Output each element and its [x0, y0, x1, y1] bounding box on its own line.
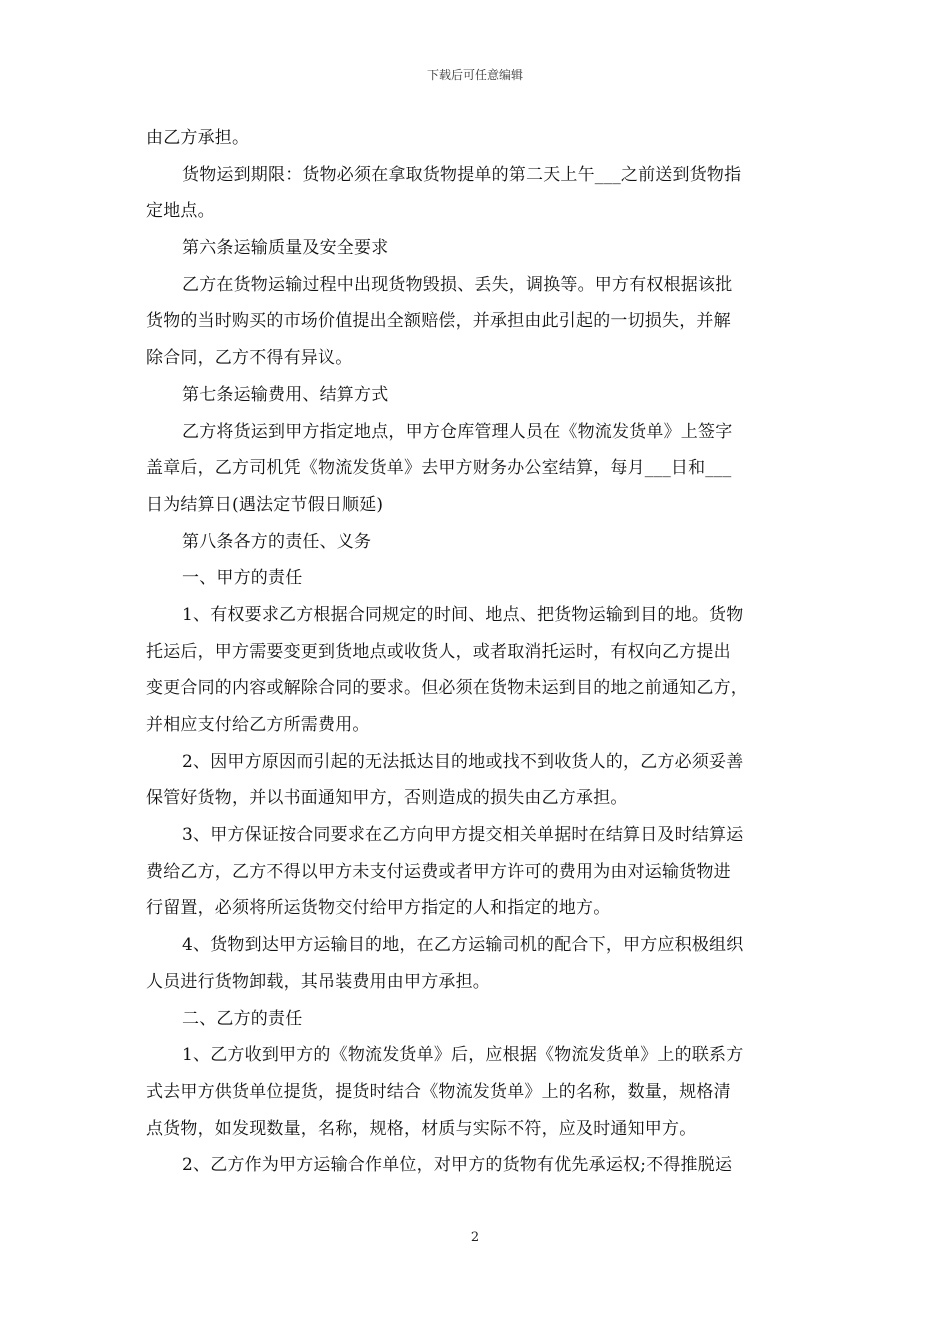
text-line: 由乙方承担。: [146, 128, 250, 148]
text-line: 乙方将货运到甲方指定地点，甲方仓库管理人员在《物流发货单》上签字: [182, 421, 733, 442]
text-line: 1、有权要求乙方根据合同规定的时间、地点、把货物运输到目的地。货物: [182, 604, 744, 625]
page-number: 2: [470, 1230, 480, 1245]
text-line: 式去甲方供货单位提货，提货时结合《物流发货单》上的名称，数量，规格清: [146, 1081, 731, 1102]
text-line: 货物运到期限：货物必须在拿取货物提单的第二天上午___之前送到货物指: [182, 164, 742, 185]
section-heading: 第八条各方的责任、义务: [182, 531, 372, 552]
text-line: 2、乙方作为甲方运输合作单位，对甲方的货物有优先承运权;不得推脱运: [182, 1155, 733, 1176]
text-line: 乙方在货物运输过程中出现货物毁损、丢失，调换等。甲方有权根据该批: [182, 274, 733, 295]
text-line: 保管好货物，并以书面通知甲方，否则造成的损失由乙方承担。: [146, 788, 628, 809]
subsection-heading: 一、甲方的责任: [182, 568, 303, 589]
text-line: 点货物，如发现数量，名称，规格，材质与实际不符，应及时通知甲方。: [146, 1118, 697, 1139]
text-line: 除合同，乙方不得有异议。: [146, 348, 353, 369]
text-line: 托运后，甲方需要变更到货地点或收货人，或者取消托运时，有权向乙方提出: [146, 641, 731, 662]
text-line: 货物的当时购买的市场价值提出全额赔偿，并承担由此引起的一切损失，并解: [146, 311, 731, 332]
text-line: 4、货物到达甲方运输目的地，在乙方运输司机的配合下，甲方应积极组织: [182, 935, 744, 956]
text-line: 3、甲方保证按合同要求在乙方向甲方提交相关单据时在结算日及时结算运: [182, 825, 744, 846]
page-header: 下载后可任意编辑: [426, 68, 523, 82]
text-line: 盖章后，乙方司机凭《物流发货单》去甲方财务办公室结算，每月___日和___: [146, 458, 732, 479]
text-line: 变更合同的内容或解除合同的要求。但必须在货物未运到目的地之前通知乙方，: [146, 678, 748, 699]
document-body: [146, 120, 818, 1184]
section-heading: 第六条运输质量及安全要求: [182, 238, 389, 259]
text-line: 费给乙方，乙方不得以甲方未支付运费或者甲方许可的费用为由对运输货物进: [146, 861, 731, 882]
subsection-heading: 二、乙方的责任: [182, 1008, 303, 1029]
text-line: 2、因甲方原因而引起的无法抵达目的地或找不到收货人的，乙方必须妥善: [182, 751, 744, 772]
text-line: 人员进行货物卸载，其吊装费用由甲方承担。: [146, 971, 490, 992]
text-line: 日为结算日(遇法定节假日顺延): [146, 494, 384, 515]
text-line: 并相应支付给乙方所需费用。: [146, 715, 370, 735]
text-line: 行留置，必须将所运货物交付给甲方指定的人和指定的地方。: [146, 898, 611, 919]
text-line: 1、乙方收到甲方的《物流发货单》后，应根据《物流发货单》上的联系方: [182, 1045, 744, 1066]
text-line: 定地点。: [146, 201, 215, 222]
section-heading: 第七条运输费用、结算方式: [182, 384, 389, 405]
